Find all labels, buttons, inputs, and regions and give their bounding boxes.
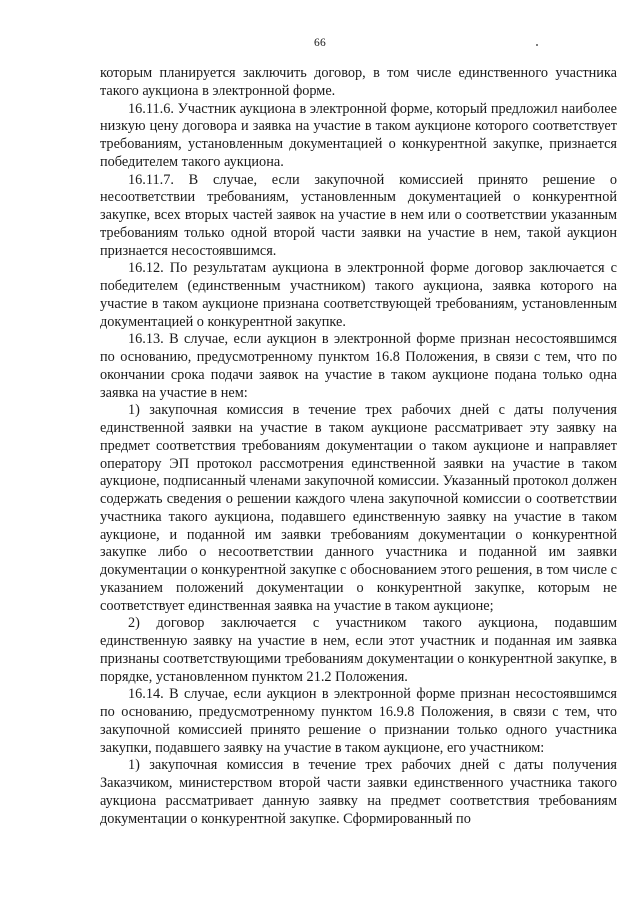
- scan-artifact: [536, 44, 538, 46]
- document-body: [100, 65, 617, 828]
- page-number: 66: [314, 37, 326, 49]
- paragraph-16-11-7: 16.11.7. В случае, если закупочной комиссией принято решение о несоответствии требованиям, установленным документацией о конкурентной закупке, всех вторых частей заявок на участие в нем или о соответствии указанным требованиям только одной второй части заявки на участие в нем, такой аукцион признается несостоявшимся.: [100, 171, 617, 259]
- paragraph-16-11-6: 16.11.6. Участник аукциона в электронной форме, который предложил наиболее низкую цену договора и заявка на участие в таком аукционе которого соответствует требованиям, установленным документацией о конкурентной закупке, признается победителем такого аукциона.: [100, 100, 617, 170]
- paragraph-16-13-item-2: 2) договор заключается с участником такого аукциона, подавшим единственную заявку на участие в нем, если этот участник и поданная им заявка признаны соответствующими требованиям документации о конкурентной закупке, в порядке, установленном пунктом 21.2 Положения.: [100, 615, 617, 685]
- paragraph-16-13-item-1: 1) закупочная комиссия в течение трех рабочих дней с даты получения единственной заявки на участие в таком аукционе рассматривает эту заявку на предмет соответствия требованиям документации о таком аукционе и направляет оператору ЭП протокол рассмотрения единственной заявки на участие в таком аукционе, подписанный членами закупочной комиссии. Указанный протокол должен содержать сведения о решении каждого члена закупочной комиссии о соответствии участника такого аукциона, подавшего единственную заявку на участие в таком аукционе, и поданной им заявки требованиям документации о конкурентной закупке либо о несоответствии данного участника и поданной им заявки документации о конкурентной закупке с обоснованием этого решения, в том числе с указанием положений документации о конкурентной закупке, которым не соответствует единственная заявка на участие в таком аукционе;: [100, 402, 617, 614]
- paragraph-16-12: 16.12. По результатам аукциона в электронной форме договор заключается с победителем (единственным участником) такого аукциона, заявка которого на участие в таком аукционе признана соответствующей требованиям, установленным документацией о конкурентной закупке.: [100, 260, 617, 330]
- paragraph-continuation: которым планируется заключить договор, в том числе единственного участника такого аукциона в электронной форме.: [100, 65, 617, 99]
- paragraph-16-13: 16.13. В случае, если аукцион в электронной форме признан несостоявшимся по основанию, предусмотренному пунктом 16.8 Положения, в связи с тем, что по окончании срока подачи заявок на участие в таком аукционе подана только одна заявка на участие в нем:: [100, 331, 617, 401]
- paragraph-16-14: 16.14. В случае, если аукцион в электронной форме признан несостоявшимся по основанию, предусмотренному пунктом 16.9.8 Положения, в связи с тем, что закупочной комиссией принято решение о признании только одного участника закупки, подавшего заявку на участие в таком аукционе, его участником:: [100, 686, 617, 756]
- paragraph-16-14-item-1: 1) закупочная комиссия в течение трех рабочих дней с даты получения Заказчиком, министерством второй части заявки единственного участника такого аукциона рассматривает данную заявку на предмет соответствия требованиям документации о конкурентной закупке. Сформированный по: [100, 757, 617, 827]
